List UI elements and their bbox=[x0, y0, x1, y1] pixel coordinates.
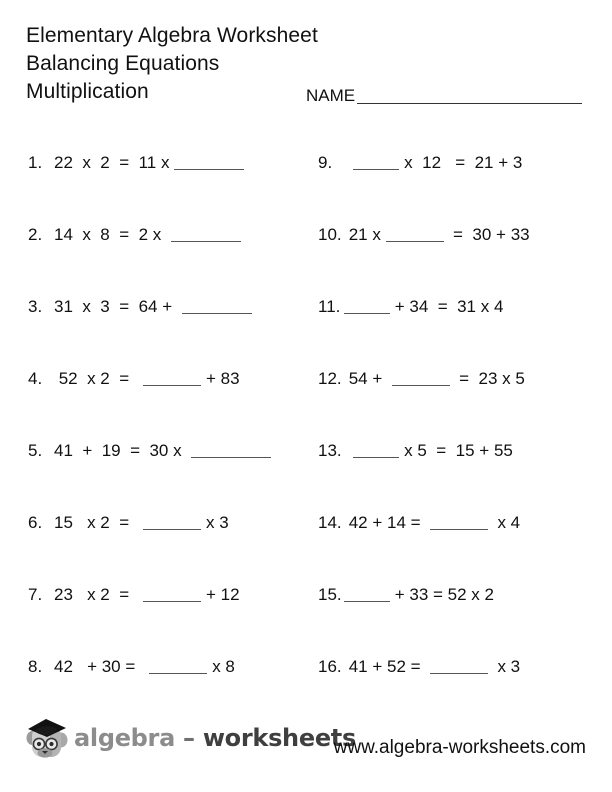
worksheet-footer bbox=[0, 712, 612, 774]
problem-number: 8. bbox=[28, 657, 43, 676]
problem-item bbox=[28, 152, 318, 224]
problem-number: 10. bbox=[318, 225, 342, 244]
problem-expression-pre: 22 x 2 = 11 x bbox=[54, 153, 175, 172]
problem-expression-post: + 83 bbox=[201, 369, 240, 388]
problem-expression-pre: 52 x 2 = bbox=[54, 369, 144, 388]
answer-blank[interactable] bbox=[149, 656, 207, 674]
problem-expression-pre: 14 x 8 = 2 x bbox=[54, 225, 171, 244]
page-subtitle: Balancing Equations bbox=[26, 52, 220, 75]
problem-expression-pre: 15 x 2 = bbox=[54, 513, 144, 532]
problem-expression-pre: 31 x 3 = 64 + bbox=[54, 297, 182, 316]
problem-expression-post: x 3 bbox=[201, 513, 229, 532]
problem-number: 12. bbox=[318, 369, 342, 388]
problem-item bbox=[28, 584, 318, 656]
answer-blank[interactable] bbox=[430, 656, 488, 674]
answer-blank[interactable] bbox=[174, 152, 244, 170]
problem-item bbox=[28, 440, 318, 512]
problem-expression-post: + 12 bbox=[201, 585, 240, 604]
name-input-rule[interactable] bbox=[357, 103, 582, 104]
problem-expression-post: x 5 = 15 + 55 bbox=[399, 441, 513, 460]
problem-number: 11. bbox=[318, 297, 341, 316]
problem-expression-pre: 54 + bbox=[344, 369, 392, 388]
site-url[interactable]: www.algebra-worksheets.com bbox=[333, 737, 586, 758]
answer-blank[interactable] bbox=[392, 368, 450, 386]
problems-column-left bbox=[28, 152, 318, 728]
answer-blank[interactable] bbox=[430, 512, 488, 530]
problem-item bbox=[318, 512, 608, 584]
problem-expression-post: x 4 bbox=[488, 513, 521, 532]
problem-number: 4. bbox=[28, 369, 43, 388]
answer-blank[interactable] bbox=[344, 296, 390, 314]
problem-item bbox=[318, 584, 608, 656]
answer-blank[interactable] bbox=[353, 152, 399, 170]
logo-word-algebra: algebra bbox=[74, 724, 175, 752]
answer-blank[interactable] bbox=[386, 224, 444, 242]
problem-item bbox=[28, 296, 318, 368]
answer-blank[interactable] bbox=[182, 296, 252, 314]
problem-item bbox=[28, 512, 318, 584]
problem-expression-pre: 42 + 14 = bbox=[344, 513, 431, 532]
answer-blank[interactable] bbox=[171, 224, 241, 242]
problem-expression-post: = 30 + 33 bbox=[443, 225, 530, 244]
problem-expression-pre: 42 + 30 = bbox=[54, 657, 150, 676]
name-label: NAME bbox=[306, 86, 356, 105]
problem-expression-post: x 12 = 21 + 3 bbox=[399, 153, 523, 172]
problem-number: 1. bbox=[28, 153, 43, 172]
problem-number: 5. bbox=[28, 441, 43, 460]
problem-expression-pre: 41 + 52 = bbox=[344, 657, 431, 676]
problem-expression-post: x 3 bbox=[488, 657, 521, 676]
problem-item bbox=[28, 368, 318, 440]
problem-expression-pre: 41 + 19 = 30 x bbox=[54, 441, 192, 460]
problem-item bbox=[318, 296, 608, 368]
answer-blank[interactable] bbox=[143, 368, 201, 386]
problem-expression-pre: 23 x 2 = bbox=[54, 585, 144, 604]
logo-dash: – bbox=[175, 724, 203, 752]
problem-expression-post: + 34 = 31 x 4 bbox=[390, 297, 504, 316]
graduate-mascot-icon bbox=[24, 714, 70, 762]
problem-item bbox=[318, 368, 608, 440]
page-subtitle-2: Multiplication bbox=[26, 80, 149, 103]
problem-number: 7. bbox=[28, 585, 43, 604]
problem-item bbox=[318, 440, 608, 512]
problem-number: 15. bbox=[318, 585, 342, 604]
problem-number: 16. bbox=[318, 657, 342, 676]
problem-item bbox=[28, 224, 318, 296]
logo-wordmark bbox=[74, 724, 356, 752]
problem-expression-post: = 23 x 5 bbox=[449, 369, 525, 388]
answer-blank[interactable] bbox=[191, 440, 271, 458]
answer-blank[interactable] bbox=[143, 512, 201, 530]
problem-number: 3. bbox=[28, 297, 43, 316]
problem-item bbox=[318, 224, 608, 296]
page-title: Elementary Algebra Worksheet bbox=[26, 24, 318, 47]
site-logo[interactable] bbox=[24, 714, 356, 762]
problem-number: 2. bbox=[28, 225, 43, 244]
problems-column-right bbox=[318, 152, 608, 728]
problem-expression-pre bbox=[344, 152, 353, 174]
problem-number: 6. bbox=[28, 513, 43, 532]
answer-blank[interactable] bbox=[353, 440, 399, 458]
problem-number: 9. bbox=[318, 153, 333, 172]
problem-expression-post: + 33 = 52 x 2 bbox=[390, 585, 494, 604]
problems-area bbox=[0, 152, 612, 700]
problem-number: 13. bbox=[318, 441, 342, 460]
answer-blank[interactable] bbox=[344, 584, 390, 602]
problem-item bbox=[318, 152, 608, 224]
problem-number: 14. bbox=[318, 513, 342, 532]
name-field-group bbox=[306, 86, 582, 106]
problem-expression-pre: 21 x bbox=[344, 225, 386, 244]
answer-blank[interactable] bbox=[143, 584, 201, 602]
problem-expression-post: x 8 bbox=[207, 657, 235, 676]
logo-word-worksheets: worksheets bbox=[202, 724, 356, 752]
problem-expression-pre bbox=[344, 440, 353, 462]
